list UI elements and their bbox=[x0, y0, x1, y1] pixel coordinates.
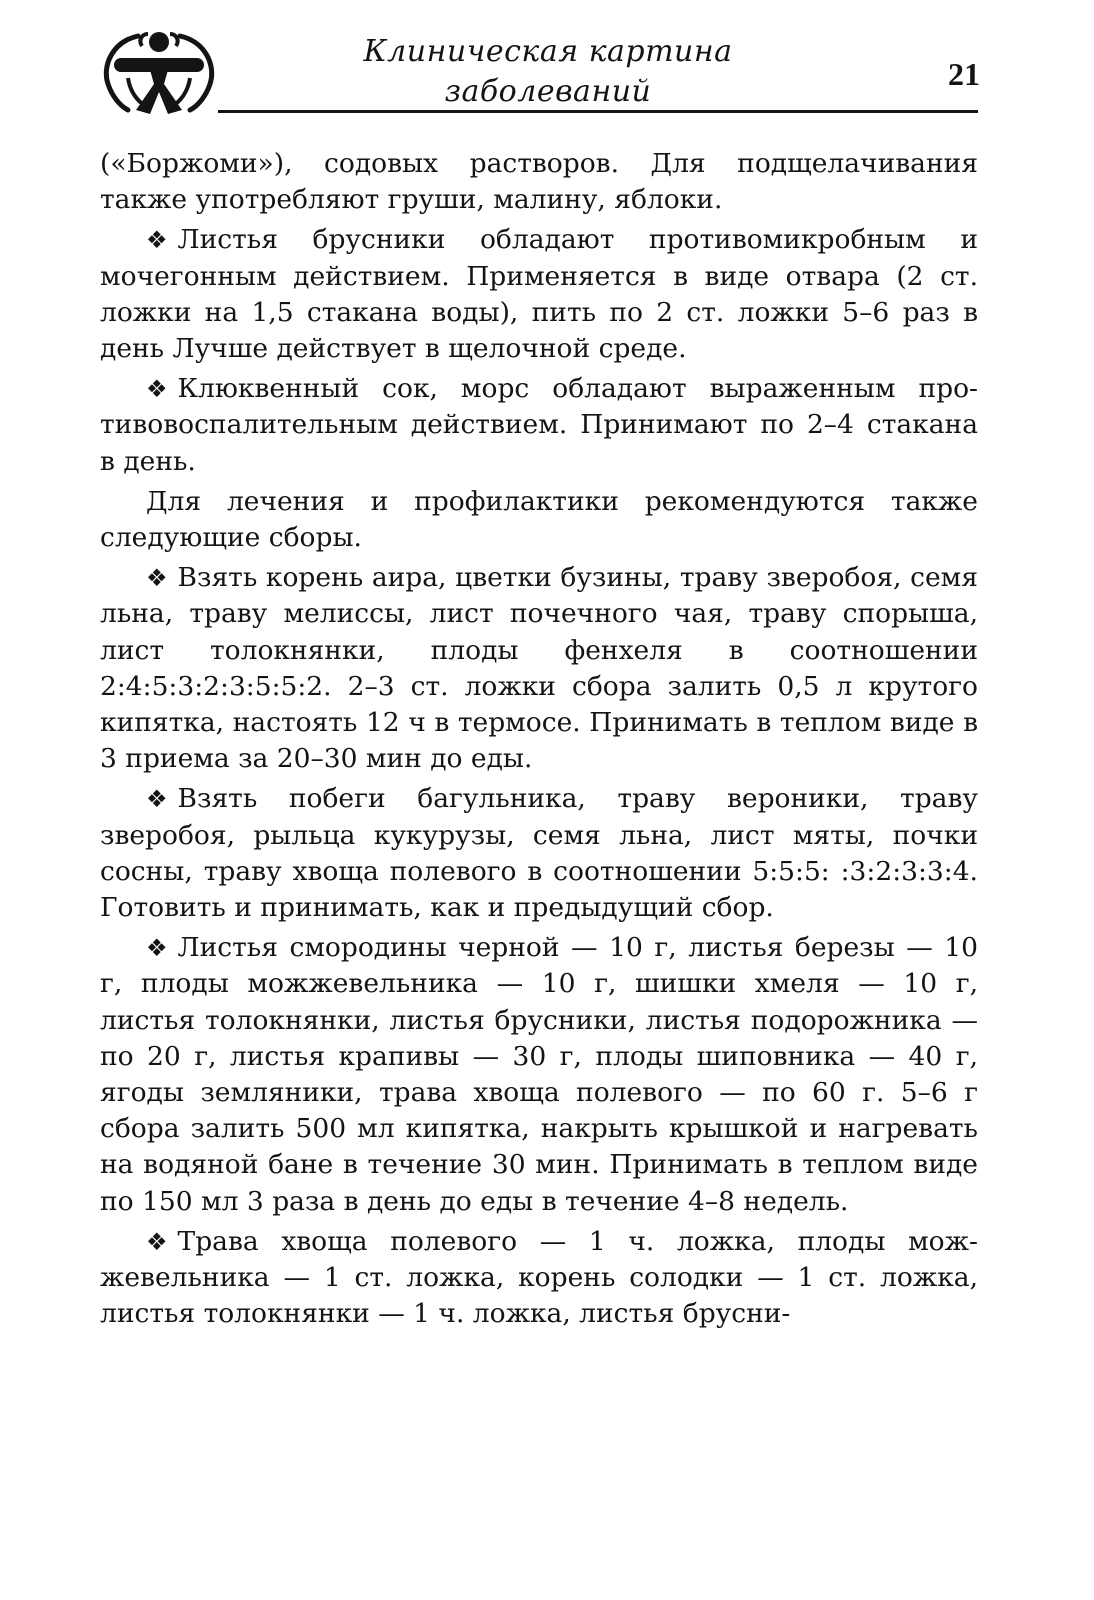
paragraph bbox=[100, 484, 978, 556]
bullet-diamond-icon: ❖ bbox=[146, 934, 168, 963]
paragraph-text: Листья смородины черной — 10 г, листья березы — 10 г, плоды можжевельника — 10 г, шишки хмеля — 10 г, листья толокнянки, листья брусники, листья подорожника — по 20 г, листья крапивы — 30 г, плоды шиповника — 40 г, ягоды земляники, трава хвоща полевого — по 60 г. 5–6 г сбора залить 500 мл кипятка, накрыть крышкой и нагревать на водяной бане в течение 30 мин. Принимать в теплом виде по 150 мл 3 раза в день до еды в течение 4–8 недель. bbox=[100, 932, 978, 1217]
stylized-figure-in-circle-icon bbox=[98, 26, 220, 118]
bullet-paragraph bbox=[100, 222, 978, 367]
bullet-paragraph bbox=[100, 781, 978, 926]
bullet-paragraph bbox=[100, 930, 978, 1220]
paragraph-text: Взять корень аира, цветки бузины, траву зверобоя, семя льна, траву мелиссы, лист почечного чая, траву спорыша, лист толокнянки, плоды фенхеля в соотношении 2:4:5:3:2:3:5:5:2. 2–3 ст. ложки сбора залить 0,5 л крутого кипятка, настоять 12 ч в термосе. Принимать в теплом виде в 3 приема за 20–30 мин до еды. bbox=[100, 562, 978, 775]
running-title-line-1: Клиническая картина bbox=[363, 34, 733, 69]
bullet-diamond-icon: ❖ bbox=[146, 226, 168, 255]
paragraph-text: Взять побеги багульника, траву вероники, траву зверобоя, рыльца кукурузы, семя льна, лист мяты, почки сосны, траву хвоща полевого в соотношении 5:5:5: :3:2:3:3:4. Готовить и принимать, как и предыдущий сбор. bbox=[100, 783, 978, 924]
running-title bbox=[308, 32, 788, 112]
bullet-diamond-icon: ❖ bbox=[146, 1227, 168, 1256]
body-text bbox=[100, 146, 978, 1337]
running-title-line-2: заболеваний bbox=[444, 74, 652, 109]
bullet-paragraph bbox=[100, 371, 978, 480]
page-number: 21 bbox=[948, 56, 980, 92]
header-divider bbox=[218, 110, 978, 113]
paragraph bbox=[100, 146, 978, 218]
paragraph-text: Для лечения и профилактики рекомендуются также следующие сборы. bbox=[100, 485, 978, 554]
paragraph-text: Листья брусники обладают противомикробным и мочегонным действием. Применяется в виде отвара (2 ст. ложки на 1,5 стакана воды), пить по 2 ст. ложки 5–6 раз в день Лучше действует в щелочной среде. bbox=[100, 224, 978, 365]
page-header bbox=[98, 26, 980, 118]
paragraph-text: Трава хвоща полевого — 1 ч. ложка, плоды можжевельника — 1 ст. ложка, корень солодки — 1 ст. ложка, листья толокнянки — 1 ч. ложка, листья брусни- bbox=[100, 1225, 978, 1330]
bullet-diamond-icon: ❖ bbox=[146, 564, 168, 593]
paragraph-text: Клюквенный сок, морс обладают выраженным противовоспалительным действием. Принимают по 2–4 стакана в день. bbox=[100, 373, 978, 477]
bullet-diamond-icon: ❖ bbox=[146, 375, 168, 404]
bullet-paragraph bbox=[100, 1224, 978, 1333]
paragraph-text: («Боржоми»), содовых растворов. Для подщелачивания также употребляют груши, малину, яблоки. bbox=[100, 148, 978, 216]
bullet-paragraph bbox=[100, 560, 978, 777]
bullet-diamond-icon: ❖ bbox=[146, 785, 168, 814]
